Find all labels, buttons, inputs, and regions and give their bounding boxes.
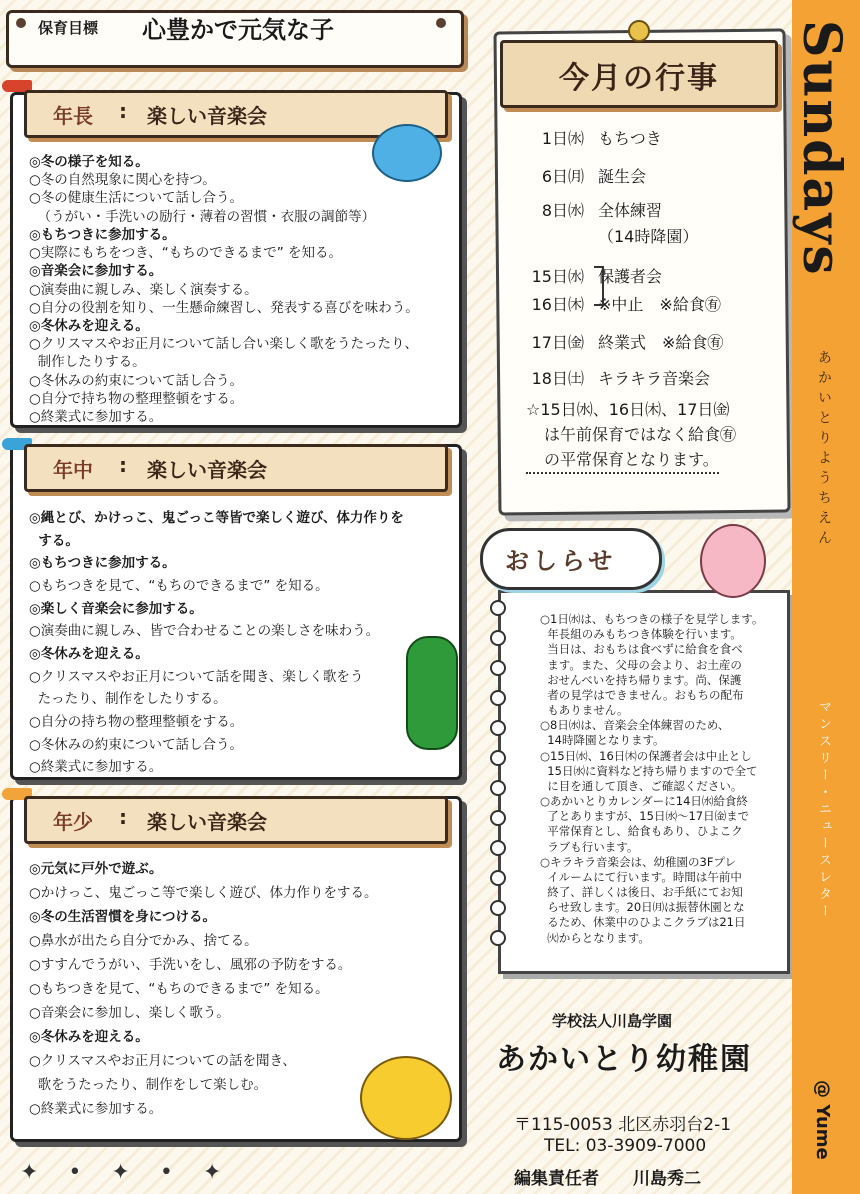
section-item: ○自分の持ち物の整理整頓をする。 [29, 714, 244, 731]
grade-label: 年中 [53, 458, 93, 482]
theme-label: 楽しい音楽会 [147, 104, 267, 128]
notice-line: るため、休業中のひよこクラブは21日 [540, 915, 746, 930]
event-name: ※中止 ※給食㊒ [598, 295, 721, 314]
section-item: ○冬休みの約束について話し合う。 [29, 372, 244, 389]
notice-line: イルームにて行います。時間は午前中 [540, 869, 742, 884]
event-name: 誕生会 [598, 167, 647, 186]
section-item: ○終業式に参加する。 [29, 1101, 163, 1118]
events-note [526, 398, 776, 474]
ring-icon [490, 810, 506, 826]
notice-line: ○1日㈬は、もちつきの様子を見学します。 [540, 612, 764, 626]
section-item: ◎冬休みを迎える。 [29, 1029, 149, 1046]
section-item: ○終業式に参加する。 [29, 759, 163, 776]
notice-title-bubble [480, 528, 662, 590]
address: 〒115-0053 北区赤羽台2-1 [514, 1115, 732, 1135]
event-name: （14時降園） [598, 227, 699, 246]
sidebar-credit: @ Yume [812, 1080, 833, 1160]
notice-line: 平常保育とし、給食もあり、ひよこク [540, 824, 743, 839]
section-item: ◎冬休みを迎える。 [29, 646, 149, 663]
section-item: （うがい・手洗いの励行・薄着の習慣・衣服の調節等） [29, 208, 376, 225]
notice-line: 者の見学はできません。おもちの配布 [540, 687, 744, 702]
notice-line: ○8日㈬は、音楽会全体練習のため、 [540, 718, 730, 733]
event-date: 15日㈬ [531, 267, 584, 286]
notice-line: らせ致します。20日㈪は振替休園とな [540, 900, 745, 915]
section-item: ○冬の健康生活について話し合う。 [29, 190, 244, 207]
colon: : [119, 805, 127, 829]
section-header [24, 444, 448, 492]
section-item: ○自分の役割を知り、一生懸命練習し、発表する喜びを味わう。 [29, 299, 419, 316]
section-item: たったり、制作をしたりする。 [29, 691, 227, 708]
notice-line: 終了、詳しくは後日、お手紙にてお知 [540, 885, 743, 900]
decoration-icons: ✦•✦•✦ [20, 1160, 252, 1185]
notice-line: ㈫からとなります。 [540, 930, 650, 945]
pink-bird-character [700, 524, 766, 598]
event-date: 18日㈯ [531, 369, 584, 388]
note-line: の平常保育となります。 [526, 448, 719, 475]
section-item: ◎冬の生活習慣を身につける。 [29, 909, 217, 926]
section-item: ◎冬の様子を知る。 [29, 154, 149, 170]
event-date: 6日㈪ [541, 167, 584, 186]
ring-icon [490, 870, 506, 886]
section-item: ○演奏曲に親しみ、楽しく演奏する。 [29, 281, 258, 298]
section-item: ◎楽しく音楽会に参加する。 [29, 600, 203, 617]
notice-line: ○15日㈬、16日㈭の保護者会は中止とし [540, 748, 752, 763]
section-item: ○クリスマスやお正月について話を聞き、楽しく歌をう [29, 668, 364, 685]
event-date: 1日㈬ [541, 129, 584, 148]
note-line: は午前保育ではなく給食㊒ [544, 424, 737, 444]
ring-icon [490, 660, 506, 676]
event-name: 保護者会 [598, 267, 663, 286]
notice-line: 年長組のみもちつき体験を行います。 [540, 627, 742, 642]
section-item: ○自分で持ち物の整理整頓をする。 [29, 390, 244, 407]
ring-icon [490, 720, 506, 736]
pushpin-icon [628, 20, 650, 42]
section-item: ◎音楽会に参加する。 [29, 263, 163, 280]
ring-icon [490, 930, 506, 946]
sidebar-title: Sundays [791, 20, 852, 277]
ring-icon [490, 840, 506, 856]
notice-line: 15日㈬に資料など持ち帰りますので全て [540, 763, 758, 778]
theme-label: 楽しい音楽会 [147, 810, 267, 834]
section-item: ○クリスマスやお正月についての話を聞き、 [29, 1053, 296, 1070]
notice-line: ○キラキラ音楽会は、幼稚園の3Fプレ [540, 854, 737, 869]
goal-text: 心豊かで元気な子 [142, 16, 334, 44]
section-header [24, 796, 448, 844]
blue-bird-character [372, 124, 442, 182]
section-item: する。 [29, 532, 79, 549]
ring-icon [490, 630, 506, 646]
notice-line: 14時降園となります。 [540, 733, 665, 748]
section-item: ◎もちつきに参加する。 [29, 555, 176, 572]
grade-label: 年長 [53, 104, 93, 128]
ring-icon [490, 900, 506, 916]
ring-icon [490, 600, 506, 616]
notice-title: おしらせ [505, 547, 617, 575]
section-items [29, 507, 443, 779]
section-item: ○すすんでうがい、手洗いをし、風邪の予防をする。 [29, 957, 352, 974]
colon: : [119, 99, 127, 123]
notice-line: もありません。 [540, 703, 629, 718]
event-date: 8日㈬ [541, 201, 584, 220]
section-item: ○冬の自然現象に関心を持つ。 [29, 172, 216, 189]
section-item: ○もちつきを見て、“もちのできるまで” を知る。 [29, 981, 329, 998]
section-item: ○もちつきを見て、“もちのできるまで” を知る。 [29, 578, 329, 595]
notice-line: に目を通して頂き、ご確認ください。 [540, 778, 743, 793]
events-title-panel [500, 40, 778, 108]
section-item: ○演奏曲に親しみ、皆で合わせることの楽しさを味わう。 [29, 623, 380, 640]
school-corporation: 学校法人川島学園 [552, 1012, 673, 1030]
ring-icon [490, 780, 506, 796]
sidebar-subtitle: あかいとりようちえん [816, 350, 832, 550]
nail-icon [436, 18, 446, 28]
section-item: ○かけっこ、鬼ごっこ等で楽しく遊び、体力作りをする。 [29, 885, 378, 902]
bracket [594, 266, 604, 306]
nail-icon [16, 18, 26, 28]
section-nenchu [10, 444, 462, 780]
event-date: 17日㈮ [531, 333, 584, 352]
event-date: 16日㈭ [531, 295, 584, 314]
grade-label: 年少 [53, 810, 93, 834]
event-name: 全体練習 [598, 201, 663, 220]
section-item: ◎元気に戸外で遊ぶ。 [29, 861, 163, 877]
green-character [406, 636, 458, 750]
notice-line: おせんべいを持ち帰ります。尚、保護 [540, 672, 742, 687]
section-item: ○実際にもちをつき、“もちのできるまで” を知る。 [29, 245, 343, 262]
section-item: ○音楽会に参加し、楽しく歌う。 [29, 1005, 230, 1022]
ring-icon [490, 690, 506, 706]
section-item: 歌をうたったり、制作をして楽しむ。 [29, 1077, 268, 1094]
events-title: 今月の行事 [559, 61, 719, 96]
ring-icon [490, 750, 506, 766]
section-item: ○終業式に参加する。 [29, 409, 163, 426]
section-item: ◎冬休みを迎える。 [29, 317, 149, 334]
notice-line: ます。また、父母の会より、お土産の [540, 657, 742, 672]
notice-line: 了とありますが、15日㈬〜17日㈮まで [540, 809, 750, 824]
notice-line: ○あかいとりカレンダーに14日㈬給食終 [540, 794, 748, 809]
section-item: ○鼻水が出たら自分でかみ、捨てる。 [29, 933, 258, 950]
theme-label: 楽しい音楽会 [147, 458, 267, 482]
notice-text [540, 612, 786, 946]
editor: 編集責任者 川島秀二 [514, 1169, 701, 1189]
section-item: ◎もちつきに参加する。 [29, 226, 176, 243]
school-name: あかいとり幼稚園 [496, 1042, 752, 1077]
event-name: もちつき [598, 129, 662, 148]
telephone: TEL: 03-3909-7000 [544, 1136, 707, 1156]
event-name: キラキラ音楽会 [598, 369, 711, 388]
section-item: ○冬休みの約束について話し合う。 [29, 736, 244, 753]
section-item: ○クリスマスやお正月について話し合い楽しく歌をうたったり、 [29, 336, 418, 353]
section-item: ◎縄とび、かけっこ、鬼ごっこ等皆で楽しく遊び、体力作りを [29, 510, 404, 526]
yellow-chick-character [360, 1056, 452, 1140]
section-items [29, 153, 443, 426]
colon: : [119, 453, 127, 477]
notice-line: ラブも行います。 [540, 839, 639, 854]
note-line: ☆15日㈬、16日㈭、17日㈮ [526, 400, 730, 419]
notice-line: 当日は、おもちは食べずに給食を食べ [540, 642, 743, 657]
sidebar-newsletter: マンスリー・ニュースレター [816, 700, 831, 921]
section-item: 制作したりする。 [29, 354, 146, 371]
goal-label: 保育目標 [38, 19, 99, 37]
event-name: 終業式 ※給食㊒ [598, 333, 724, 352]
